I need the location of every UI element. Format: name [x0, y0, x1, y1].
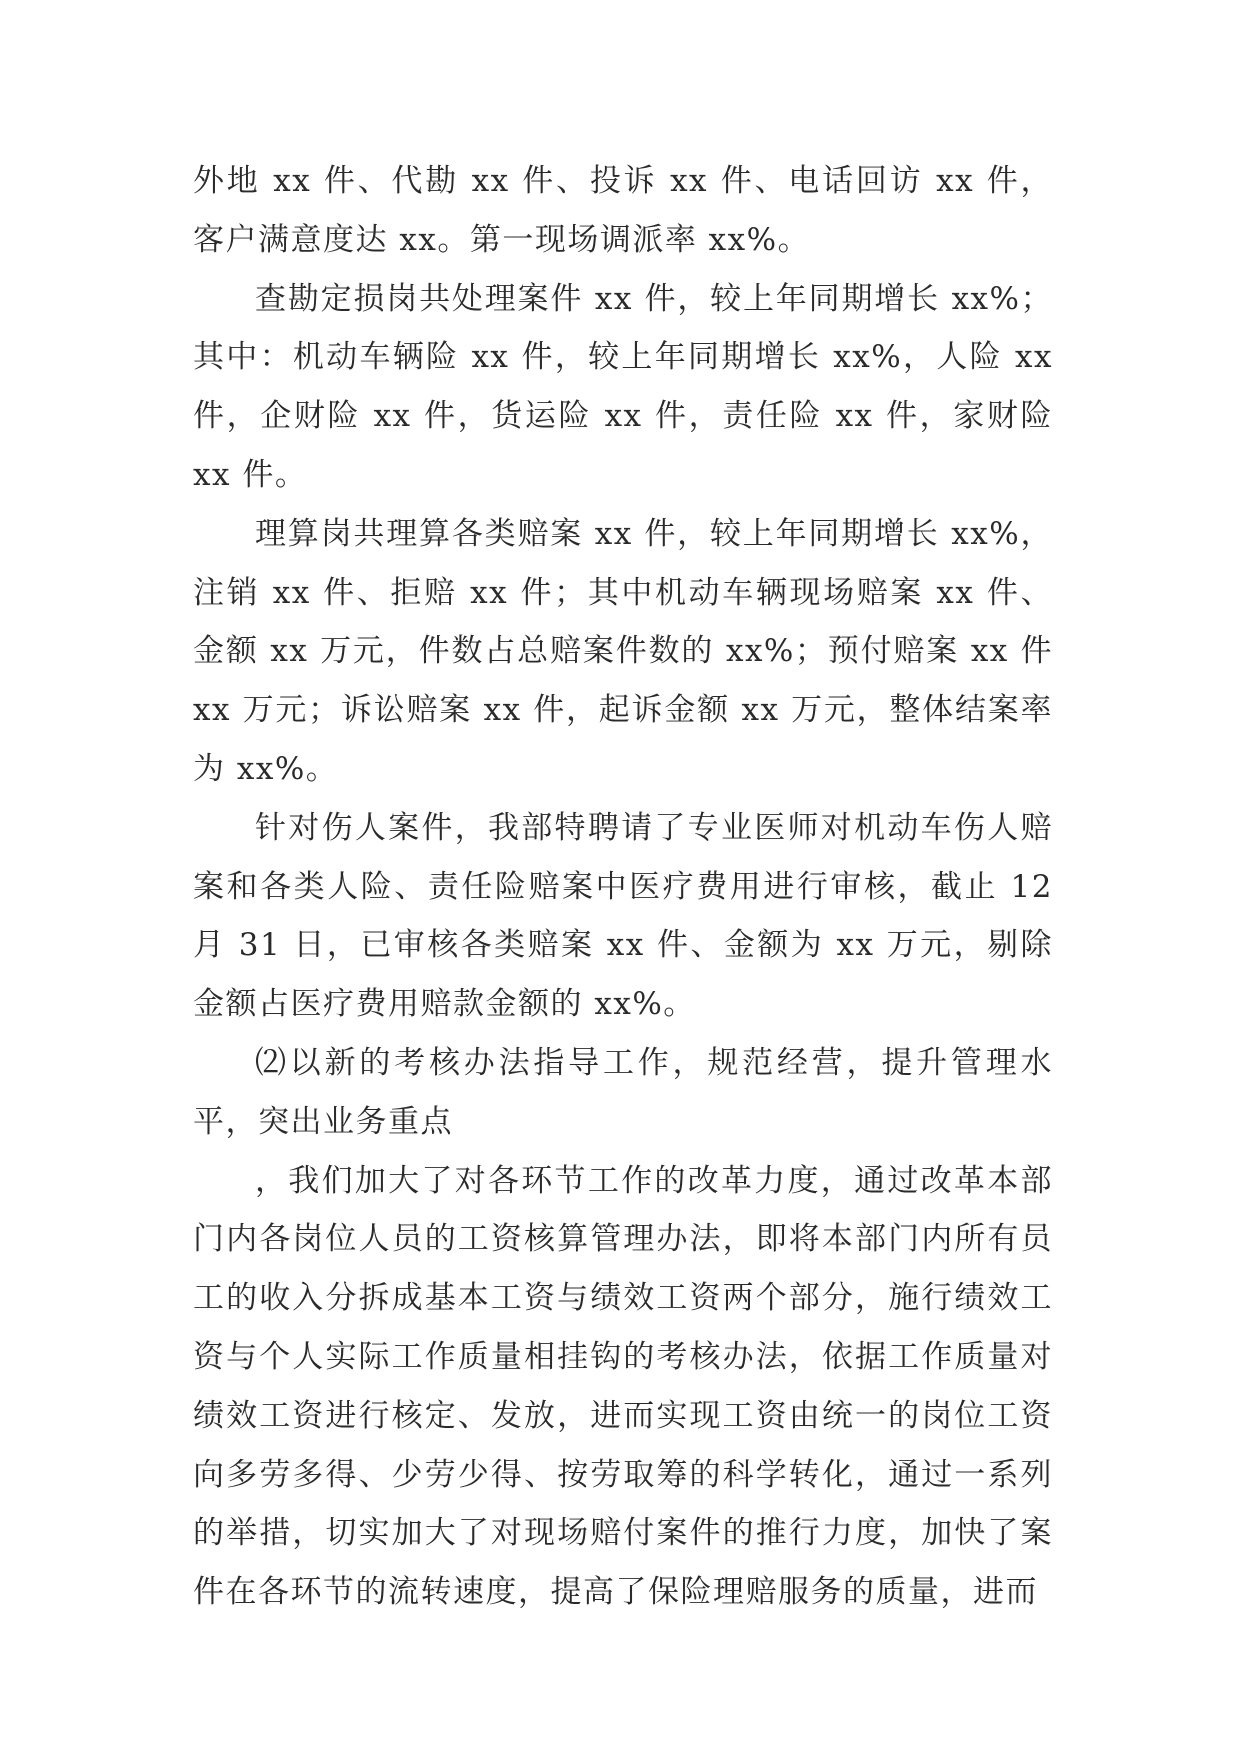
paragraph-case-summary-continued: 外地 xx 件、代勘 xx 件、投诉 xx 件、电话回访 xx 件，客户满意度达 xx。第一现场调派率 xx%。: [193, 163, 1053, 258]
paragraph-claims-adjustment: 理算岗共理算各类赔案 xx 件，较上年同期增长 xx%，注销 xx 件、拒赔 xx 件；其中机动车辆现场赔案 xx 件、金额 xx 万元，件数占总赔案件数的 xx%；预付赔案 xx 件 xx 万元；诉讼赔案 xx 件，起诉金额 xx 万元，整体结案率为 xx%。: [193, 515, 1053, 787]
paragraph-reform-measures: ，我们加大了对各环节工作的改革力度，通过改革本部门内各岗位人员的工资核算管理办法，即将本部门内所有员工的收入分拆成基本工资与绩效工资两个部分，施行绩效工资与个人实际工作质量相挂钩的考核办法，依据工作质量对绩效工资进行核定、发放，进而实现工资由统一的岗位工资向多劳多得、少劳少得、按劳取筹的科学转化，通过一系列的举措，切实加大了对现场赔付案件的推行力度，加快了案件在各环节的流转速度，提高了保险理赔服务的质量，进而: [193, 1162, 1053, 1611]
section-heading-assessment-method: ⑵以新的考核办法指导工作，规范经营，提升管理水平，突出业务重点: [193, 1044, 1053, 1140]
paragraph-injury-cases: 针对伤人案件，我部特聘请了专业医师对机动车伤人赔案和各类人险、责任险赔案中医疗费用进行审核，截止 12 月 31 日，已审核各类赔案 xx 件、金额为 xx 万元，剔除金额占医疗费用赔款金额的 xx%。: [193, 809, 1053, 1023]
document-body: [193, 152, 1053, 1622]
paragraph-survey-assessment: 查勘定损岗共处理案件 xx 件，较上年同期增长 xx%；其中：机动车辆险 xx 件，较上年同期增长 xx%，人险 xx 件，企财险 xx 件，货运险 xx 件，责任险 xx 件，家财险 xx 件。: [193, 280, 1053, 493]
